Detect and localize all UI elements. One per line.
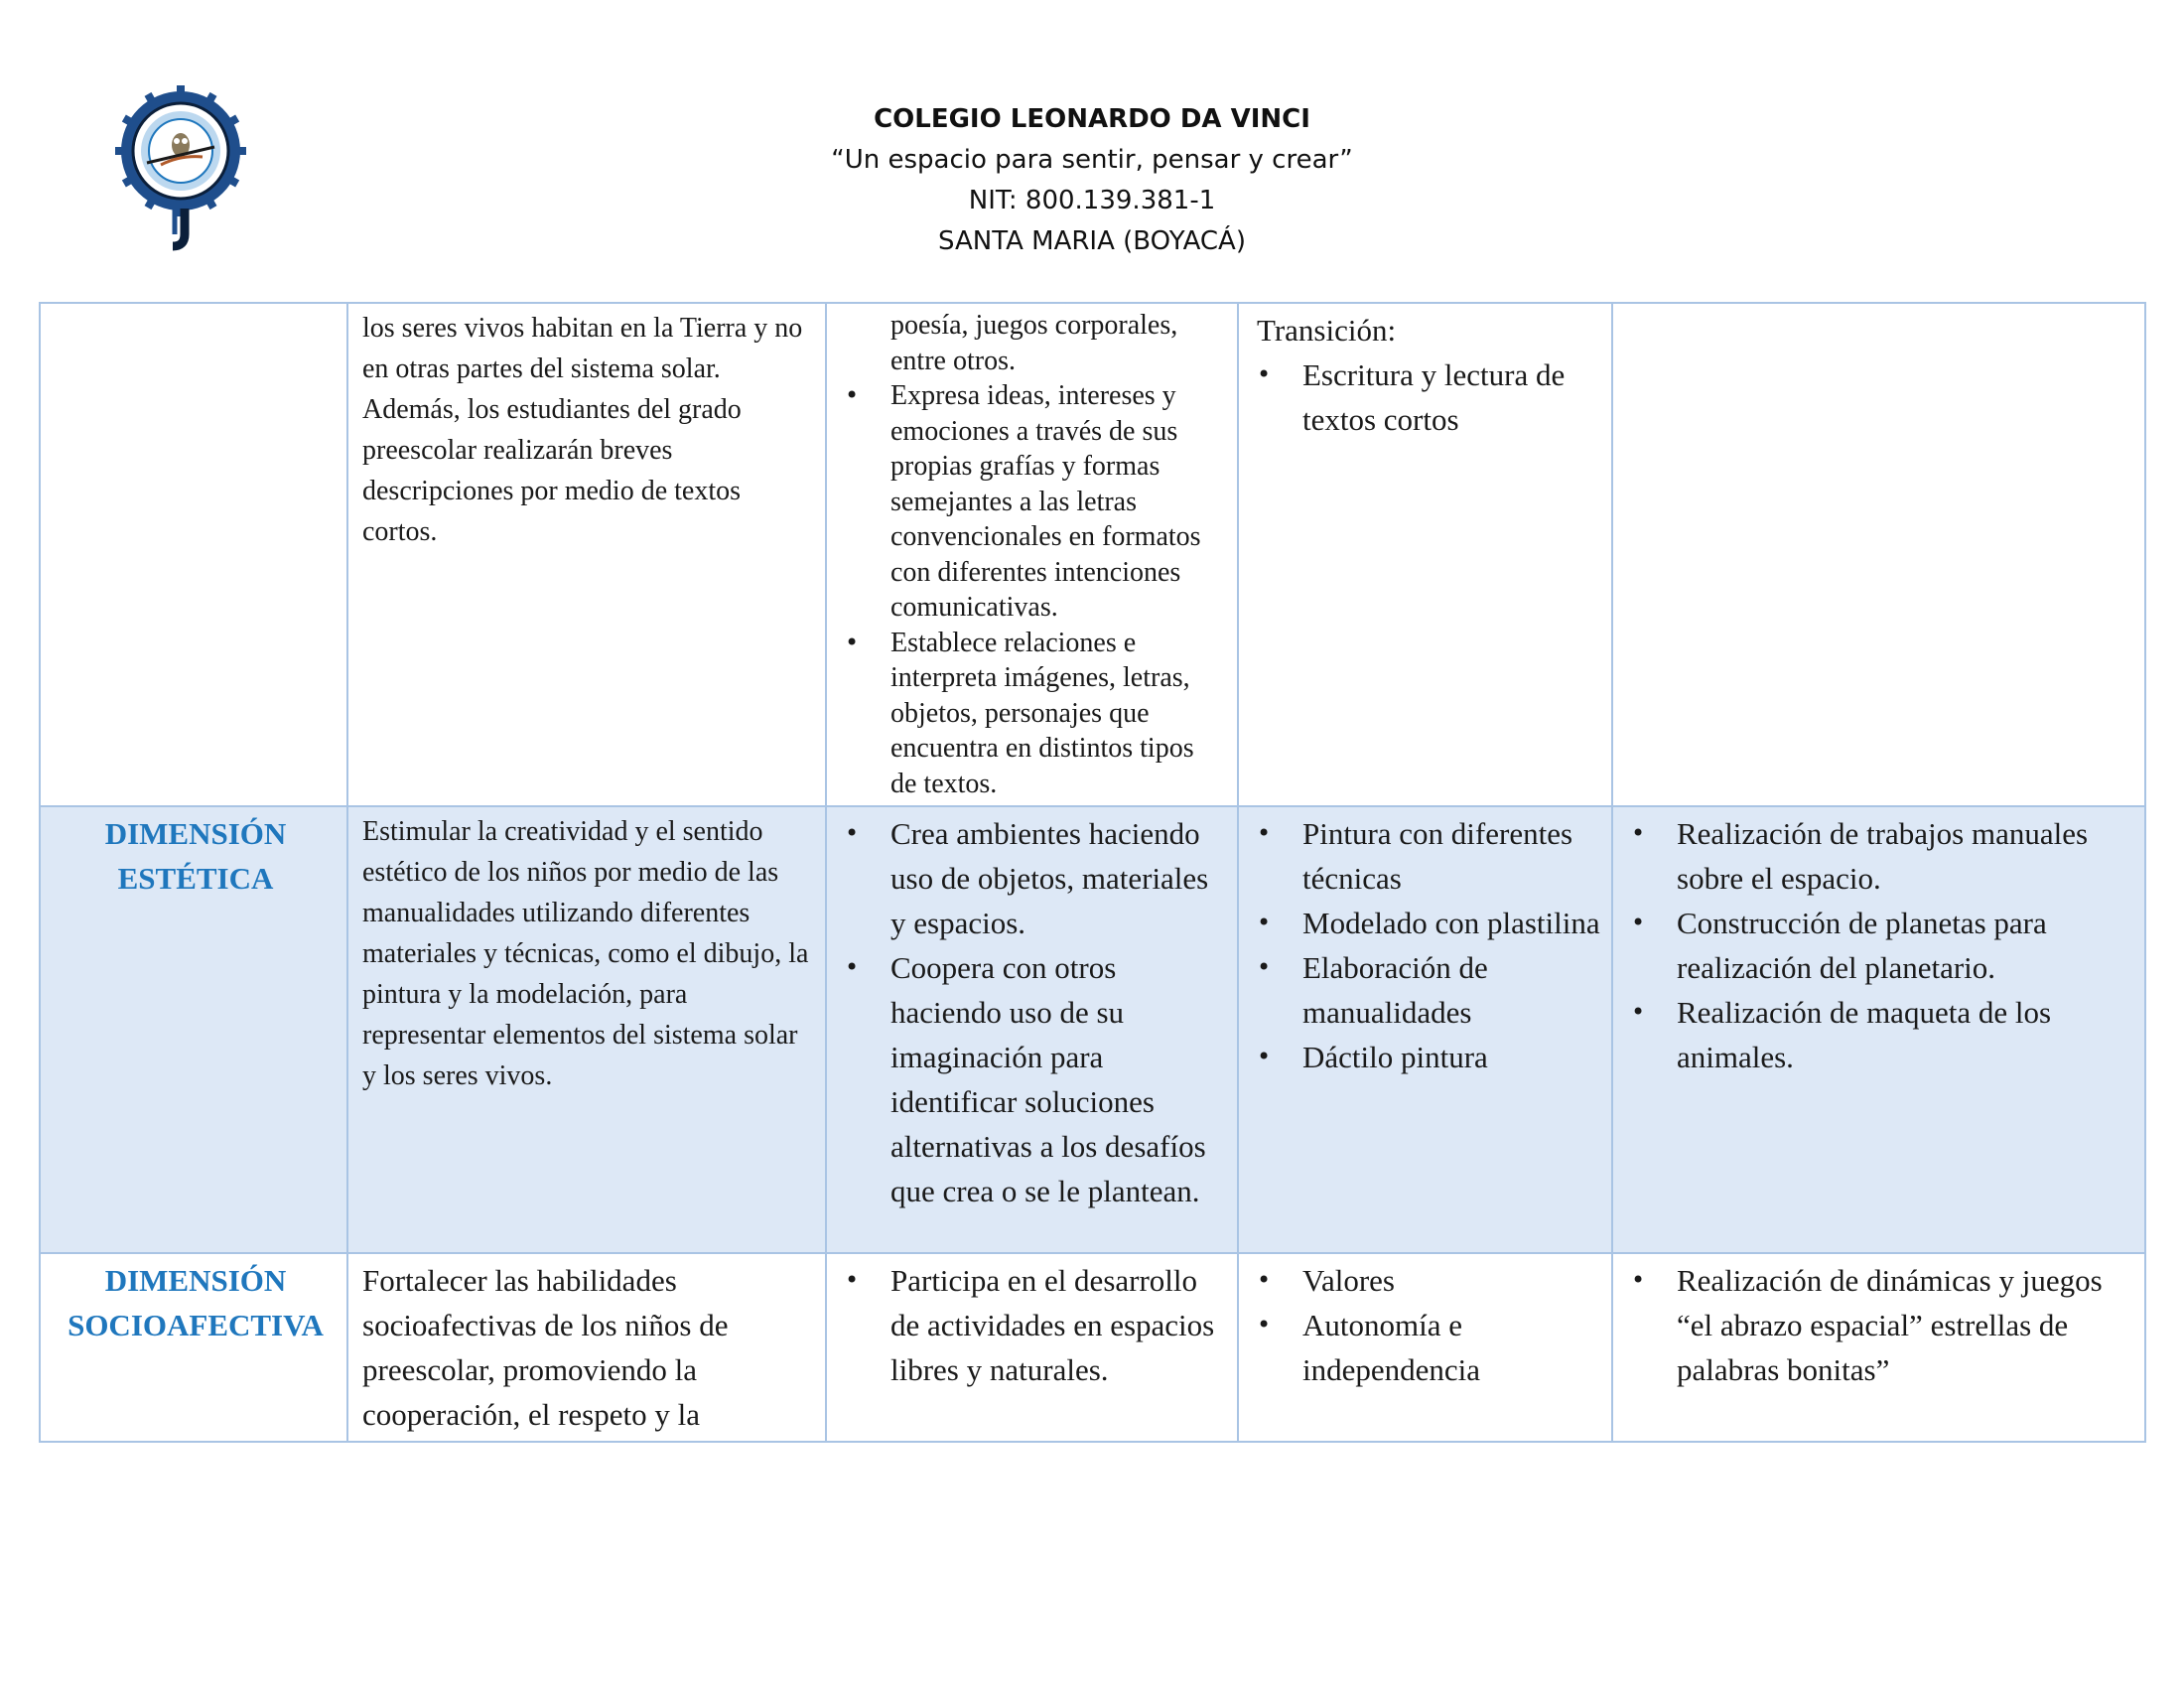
objective-cell: los seres vivos habitan en la Tierra y no en otras partes del sistema solar. Además, los estudiantes del grado preescolar realizarán breves descripciones por medio de textos cortos.	[347, 303, 826, 806]
contents-cell	[1238, 806, 1612, 1253]
school-logo	[111, 85, 258, 254]
document-header	[695, 99, 1489, 262]
list-item: • Dáctilo pintura	[1253, 1035, 1601, 1079]
table-row	[40, 1253, 2145, 1442]
contents-cell	[1238, 1253, 1612, 1442]
planning-table	[39, 302, 2146, 1443]
school-name: COLEGIO LEONARDO DA VINCI	[874, 104, 1310, 134]
list-item: • Realización de trabajos manuales sobre el espacio.	[1627, 811, 2134, 901]
objective-cell: Estimular la creatividad y el sentido estético de los niños por medio de las manualidades utilizando diferentes materiales y técnicas, como el dibujo, la pintura y la modelación, para representar elementos del sistema solar y los seres vivos.	[347, 806, 826, 1253]
table-row	[40, 303, 2145, 806]
list-item: • Modelado con plastilina	[1253, 901, 1601, 945]
activities-cell	[1612, 303, 2145, 806]
indicators-cell	[826, 303, 1238, 806]
list-item: • Realización de maqueta de los animales.	[1627, 990, 2134, 1079]
table-row	[40, 806, 2145, 1253]
indicators-cell	[826, 806, 1238, 1253]
list-item: • Crea ambientes haciendo uso de objetos, materiales y espacios.	[841, 811, 1227, 945]
list-item: • Pintura con diferentes técnicas	[1253, 811, 1601, 901]
list-item: • Elaboración de manualidades	[1253, 945, 1601, 1035]
list-item: • Valores	[1253, 1258, 1601, 1303]
school-nit: NIT: 800.139.381-1	[968, 186, 1216, 215]
list-item: • Construcción de planetas para realización del planetario.	[1627, 901, 2134, 990]
list-item: • Autonomía e independencia	[1253, 1303, 1601, 1392]
objective-cell: Fortalecer las habilidades socioafectivas de los niños de preescolar, promoviendo la cooperación, el respeto y la	[347, 1253, 826, 1442]
school-motto: “Un espacio para sentir, pensar y crear”	[831, 145, 1353, 175]
activities-cell	[1612, 1253, 2145, 1442]
indicators-cell	[826, 1253, 1238, 1442]
list-item: • Establece relaciones e interpreta imágenes, letras, objetos, personajes que encuentra en distintos tipos de textos.	[841, 626, 1227, 802]
list-item: • Participa en el desarrollo de actividades en espacios libres y naturales.	[841, 1258, 1227, 1392]
school-location: SANTA MARIA (BOYACÁ)	[938, 226, 1246, 256]
list-item: • Expresa ideas, intereses y emociones a través de sus propias grafías y formas semejantes a las letras convencionales en formatos con diferentes intenciones comunicativas.	[841, 378, 1227, 626]
list-item: • Coopera con otros haciendo uso de su imaginación para identificar soluciones alternativas a los desafíos que crea o se le plantean.	[841, 945, 1227, 1213]
contents-cell	[1238, 303, 1612, 806]
list-item: • Realización de dinámicas y juegos “el abrazo espacial” estrellas de palabras bonitas”	[1627, 1258, 2134, 1392]
dimension-cell: DIMENSIÓN ESTÉTICA	[40, 806, 347, 1253]
dimension-cell: DIMENSIÓN SOCIOAFECTIVA	[40, 1253, 347, 1442]
contents-lead: Transición:	[1257, 313, 1397, 348]
activities-cell	[1612, 806, 2145, 1253]
list-item: • Escritura y lectura de textos cortos	[1253, 352, 1601, 442]
dimension-cell	[40, 303, 347, 806]
list-item: poesía, juegos corporales, entre otros.	[890, 310, 1178, 376]
